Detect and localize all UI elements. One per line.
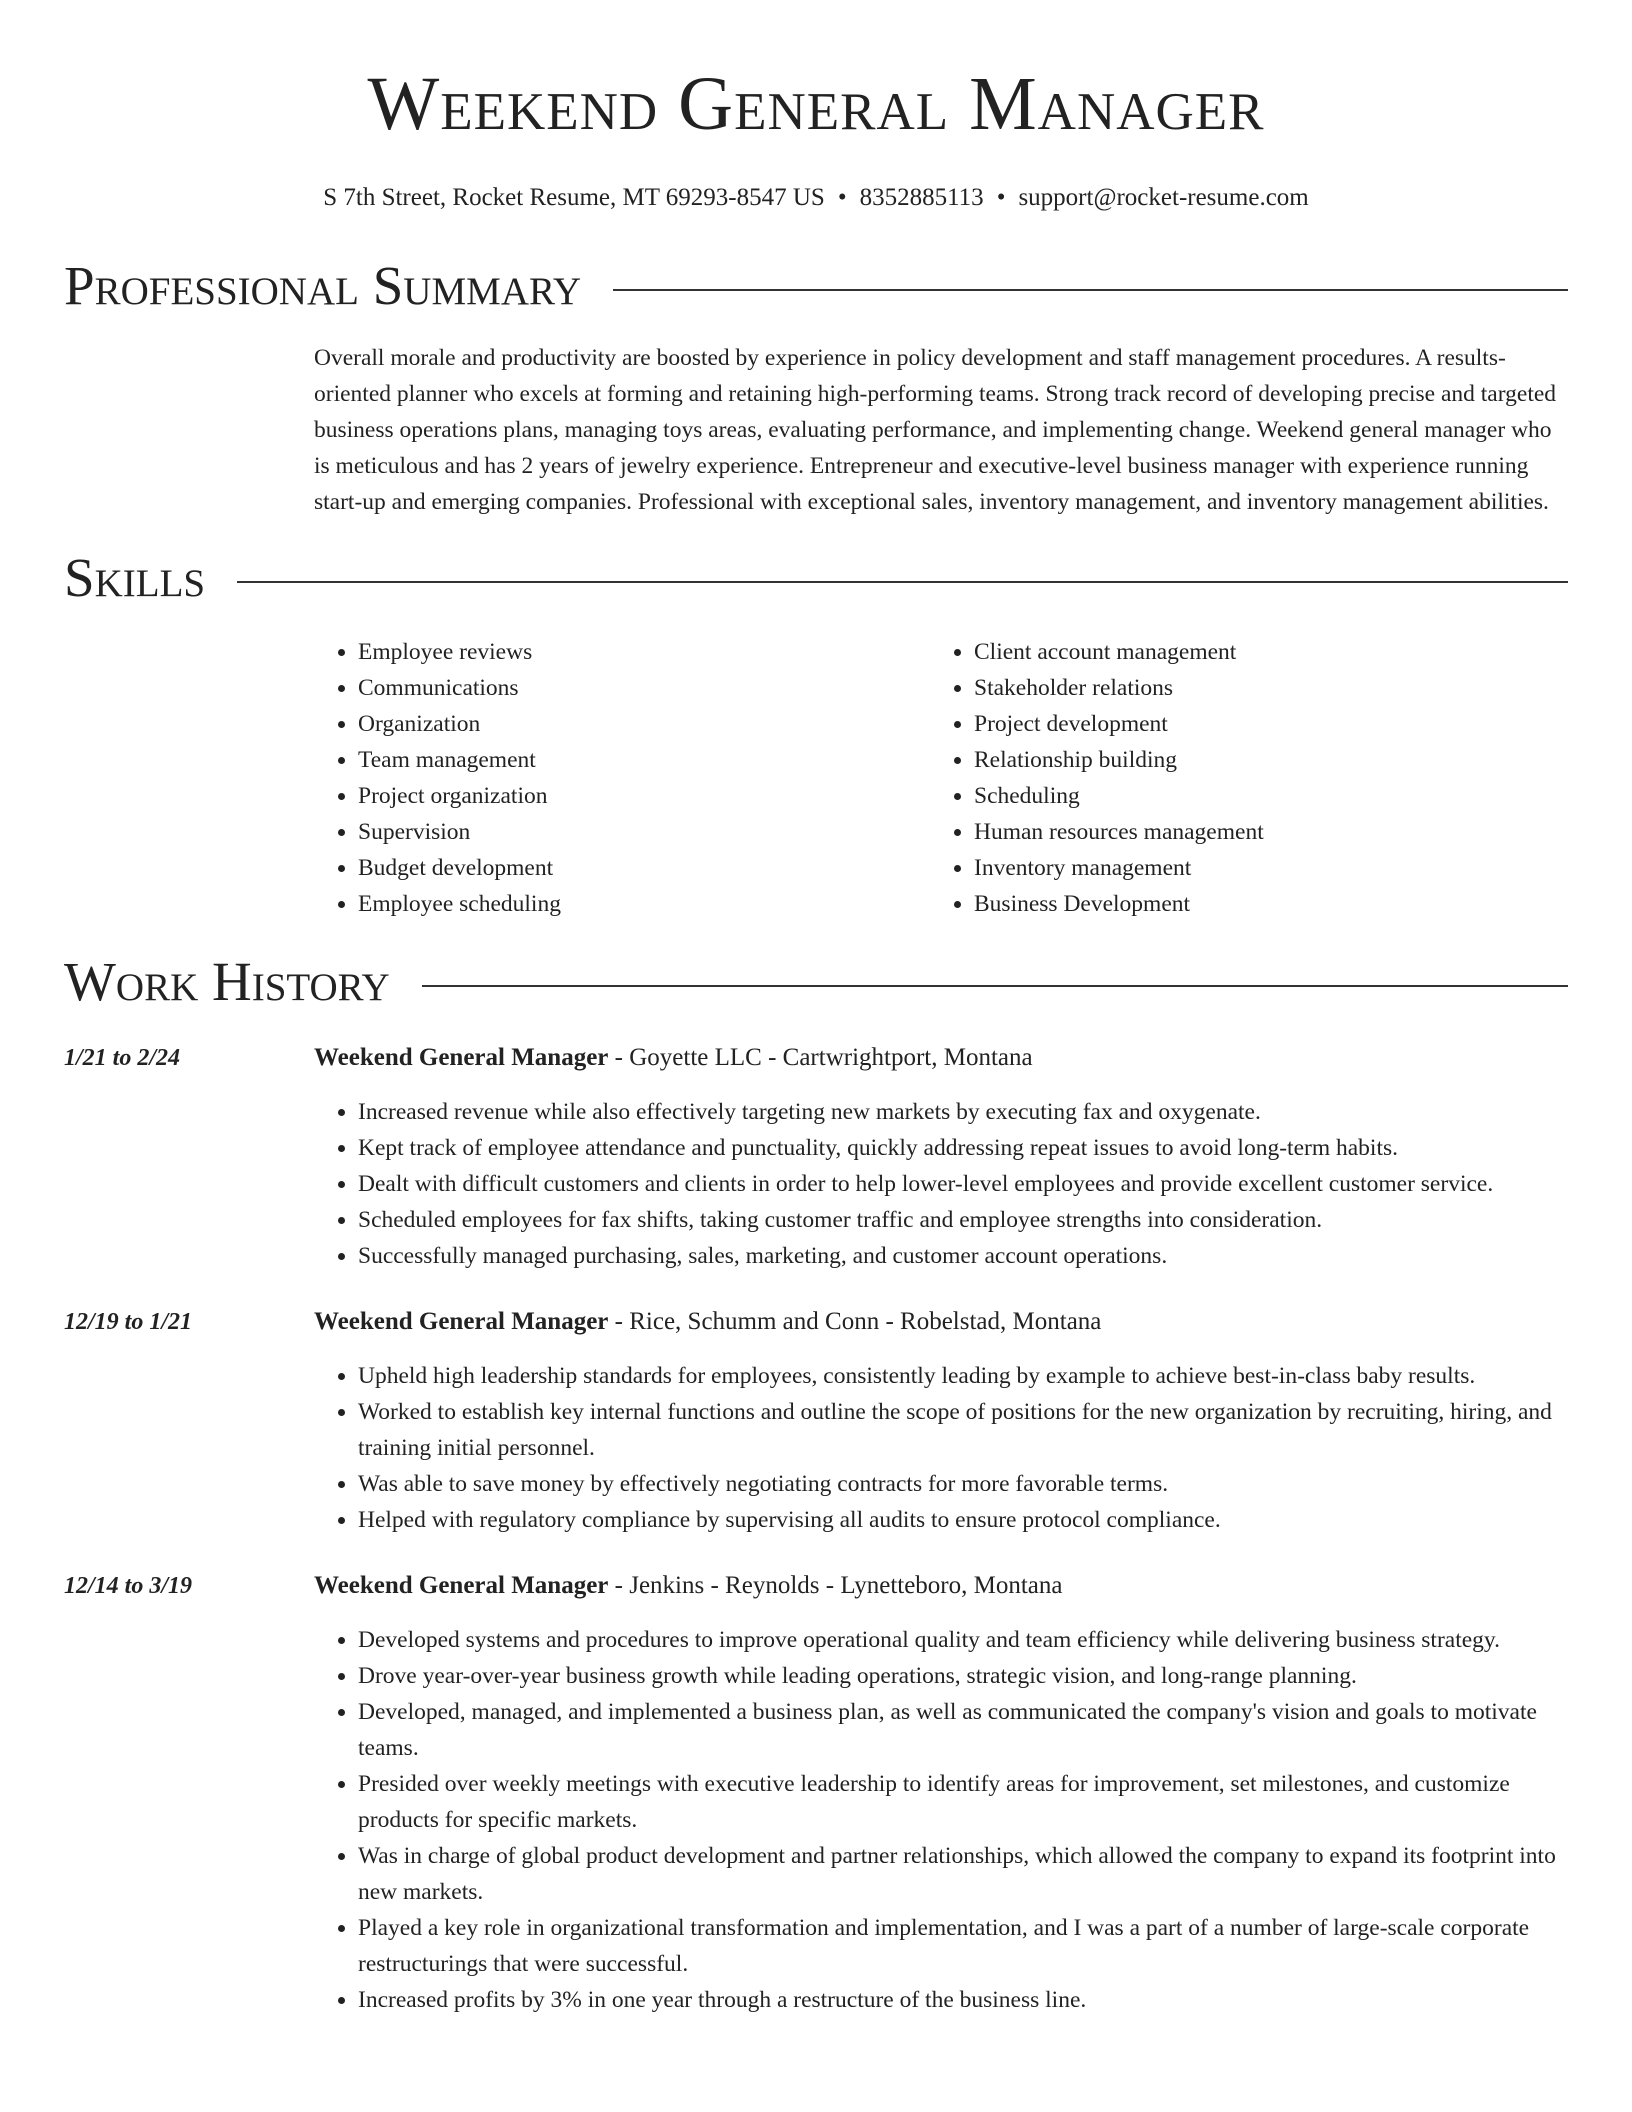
summary-section-header [64, 254, 1568, 318]
job-bullet: • Upheld high leadership standards for employees, consistently leading by example to achieve best-in-class baby results. [358, 1358, 1568, 1394]
job-title: Weekend General Manager [314, 1044, 609, 1071]
job-body [314, 1040, 1568, 1274]
job-title-line [314, 1304, 1568, 1340]
contact-separator: • [996, 184, 1006, 211]
job-entry [64, 1304, 1568, 1538]
summary-text: Overall morale and productivity are boosted by experience in policy development and staff management procedures. A results-oriented planner who excels at forming and retaining high-performing teams. Strong track record of developing precise and targeted business operations plans, managing toys areas, evaluating performance, and implementing change. Weekend general manager who is meticulous and has 2 years of jewelry experience. Entrepreneur and executive-level business manager with experience running start-up and emerging companies. Professional with exceptional sales, inventory management, and inventory management abilities. [314, 345, 1557, 515]
skills-heading: Skills [64, 547, 206, 608]
job-body [314, 1304, 1568, 1538]
section-divider [237, 581, 1568, 583]
candidate-name: Weekend General Manager [367, 62, 1265, 146]
contact-phone: 8352885113 [859, 184, 984, 211]
job-bullet: • Played a key role in organizational transformation and implementation, and I was a part of a number of large-scale corporate restructurings that were successful. [358, 1910, 1568, 1982]
work-heading: Work History [64, 951, 390, 1012]
summary-heading: Professional Summary [64, 255, 582, 316]
skill-item: • Human resources management [974, 814, 1546, 850]
skill-item: • Budget development [358, 850, 930, 886]
job-bullet: • Increased profits by 3% in one year through a restructure of the business line. [358, 1982, 1568, 2018]
job-title: Weekend General Manager [314, 1572, 609, 1599]
skill-item: • Employee scheduling [358, 886, 930, 922]
skill-item: • Scheduling [974, 778, 1546, 814]
contact-address: S 7th Street, Rocket Resume, MT 69293-8547 US [323, 184, 825, 211]
job-bullets [314, 1622, 1568, 2018]
skill-item: • Business Development [974, 886, 1546, 922]
skill-item: • Organization [358, 706, 930, 742]
job-bullet: • Scheduled employees for fax shifts, taking customer traffic and employee strengths into consideration. [358, 1202, 1568, 1238]
section-divider [422, 985, 1568, 987]
job-bullet: • Increased revenue while also effectively targeting new markets by executing fax and oxygenate. [358, 1094, 1568, 1130]
skill-item: • Inventory management [974, 850, 1546, 886]
skill-item: • Employee reviews [358, 634, 930, 670]
job-bullets [314, 1094, 1568, 1274]
skill-item: • Stakeholder relations [974, 670, 1546, 706]
skills-section-header [64, 546, 1568, 610]
job-title-line [314, 1568, 1568, 1604]
skill-item: • Supervision [358, 814, 930, 850]
skills-list [314, 634, 1568, 922]
job-bullet: • Developed, managed, and implemented a business plan, as well as communicated the company's vision and goals to motivate teams. [358, 1694, 1568, 1766]
contact-line [64, 182, 1568, 214]
job-body [314, 1568, 1568, 2018]
section-divider [613, 289, 1568, 291]
contact-separator: • [837, 184, 847, 211]
job-bullet: • Worked to establish key internal functions and outline the scope of positions for the new organization by recruiting, hiring, and training initial personnel. [358, 1394, 1568, 1466]
job-entry [64, 1040, 1568, 1274]
job-bullet: • Successfully managed purchasing, sales, marketing, and customer account operations. [358, 1238, 1568, 1274]
skills-column-left [314, 634, 930, 922]
job-bullet: • Drove year-over-year business growth while leading operations, strategic vision, and long-range planning. [358, 1658, 1568, 1694]
job-bullet: • Dealt with difficult customers and clients in order to help lower-level employees and provide excellent customer service. [358, 1166, 1568, 1202]
job-bullets [314, 1358, 1568, 1538]
work-section-header [64, 950, 1568, 1014]
job-bullet: • Was in charge of global product development and partner relationships, which allowed the company to expand its footprint into new markets. [358, 1838, 1568, 1910]
skill-item: • Project development [974, 706, 1546, 742]
skill-item: • Relationship building [974, 742, 1546, 778]
skills-column-right [930, 634, 1546, 922]
job-dates: 12/14 to 3/19 [64, 1573, 193, 1599]
skill-item: • Team management [358, 742, 930, 778]
skill-item: • Client account management [974, 634, 1546, 670]
job-bullet: • Helped with regulatory compliance by supervising all audits to ensure protocol compliance. [358, 1502, 1568, 1538]
job-dates: 1/21 to 2/24 [64, 1045, 181, 1071]
job-company-location: - Rice, Schumm and Conn - Robelstad, Montana [608, 1308, 1102, 1335]
job-entry [64, 1568, 1568, 2018]
job-company-location: - Jenkins - Reynolds - Lynetteboro, Montana [608, 1572, 1063, 1599]
skill-item: • Project organization [358, 778, 930, 814]
job-bullet: • Kept track of employee attendance and punctuality, quickly addressing repeat issues to avoid long-term habits. [358, 1130, 1568, 1166]
job-dates: 12/19 to 1/21 [64, 1309, 193, 1335]
job-bullet: • Presided over weekly meetings with executive leadership to identify areas for improvement, set milestones, and customize products for specific markets. [358, 1766, 1568, 1838]
job-title-line [314, 1040, 1568, 1076]
job-company-location: - Goyette LLC - Cartwrightport, Montana [608, 1044, 1033, 1071]
contact-email: support@rocket-resume.com [1018, 184, 1309, 211]
job-bullet: • Developed systems and procedures to improve operational quality and team efficiency while delivering business strategy. [358, 1622, 1568, 1658]
job-title: Weekend General Manager [314, 1308, 609, 1335]
skill-item: • Communications [358, 670, 930, 706]
job-bullet: • Was able to save money by effectively negotiating contracts for more favorable terms. [358, 1466, 1568, 1502]
